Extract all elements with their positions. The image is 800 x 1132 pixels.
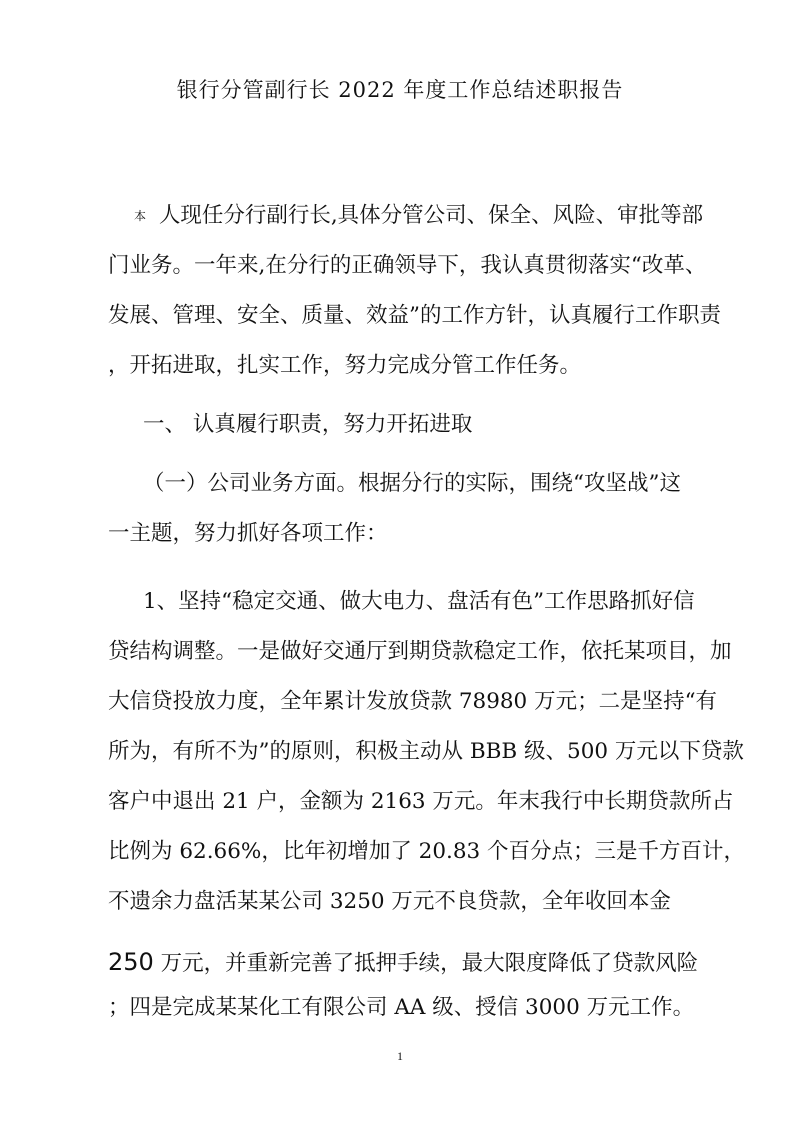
intro-line-2: 门业务。一年来,在分行的正确领导下，我认真贯彻落实“改革、 (108, 253, 707, 278)
item-1-line-7: 不遗余力盘活某某公司 3250 万元不良贷款，全年收回本金 (108, 889, 671, 914)
section-heading-1: 一、 认真履行职责，努力开拓进取 (143, 412, 473, 437)
subsection-1-line-2: 一主题，努力抓好各项工作： (108, 521, 388, 546)
item-1-line-5: 客户中退出 21 户，金额为 2163 万元。年末我行中长期贷款所占 (108, 789, 734, 814)
intro-line-4: ，开拓进取，扎实工作，努力完成分管工作任务。 (108, 353, 582, 378)
document-title: 银行分管副行长 2022 年度工作总结述职报告 (176, 78, 624, 102)
page-number: 1 (397, 1049, 403, 1063)
item-1-line-6: 比例为 62.66%，比年初增加了 20.83 个百分点；三是千方百计， (108, 839, 746, 864)
intro-line-1 (134, 205, 703, 227)
item-1-line-4: 所为，有所不为”的原则，积极主动从 BBB 级、500 万元以下贷款 (108, 739, 744, 764)
intro-line-3: 发展、管理、安全、质量、效益”的工作方针，认真履行工作职责 (108, 303, 721, 328)
intro-line-1-text: 人现任分行副行长,具体分管公司、保全、风险、审批等部 (152, 203, 704, 228)
item-1-line-9: ；四是完成某某化工有限公司 AA 级、授信 3000 万元工作。 (108, 995, 695, 1020)
intro-first-char: 本 (134, 209, 147, 223)
item-1-line-8 (108, 950, 698, 975)
item-1-line-3: 大信贷投放力度，全年累计发放贷款 78980 万元；二是坚持“有 (108, 689, 718, 714)
item-1-line-8-number: 250 (108, 948, 154, 976)
subsection-1-line-1: （一）公司业务方面。根据分行的实际，围绕“攻坚战”这 (143, 471, 681, 496)
item-1-line-1: 1、坚持“稳定交通、做大电力、盘活有色”工作思路抓好信 (143, 589, 695, 614)
item-1-line-8-text: 万元，并重新完善了抵押手续，最大限度降低了贷款风险 (153, 951, 699, 976)
item-1-line-2: 贷结构调整。一是做好交通厅到期贷款稳定工作，依托某项目，加 (108, 639, 732, 664)
